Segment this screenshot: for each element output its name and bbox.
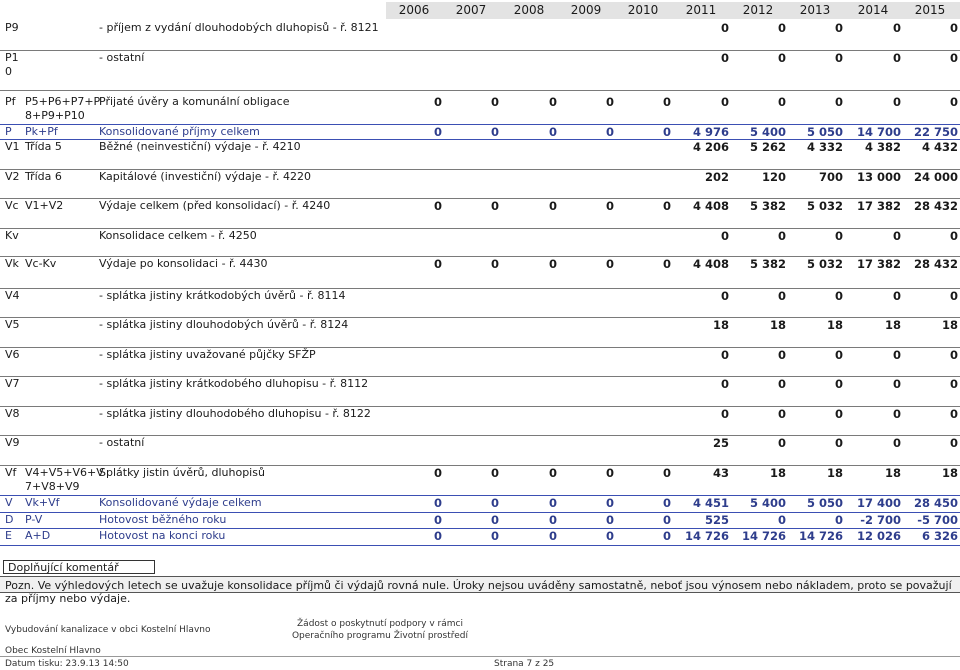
value-cell: 0 <box>433 496 442 510</box>
table-row <box>0 125 960 140</box>
row-description: - splátka jistiny krátkodobého dluhopisu - ř. 8112 <box>99 377 369 390</box>
value-cell: 14 726 <box>798 529 843 543</box>
year-header-cell: 2011 <box>685 3 717 17</box>
value-cell: 0 <box>720 407 729 421</box>
table-row <box>0 436 960 466</box>
value-cell: 28 450 <box>913 496 958 510</box>
row-description: Běžné (neinvestiční) výdaje - ř. 4210 <box>99 140 301 153</box>
value-cell: 0 <box>548 529 557 543</box>
value-cell: 43 <box>712 466 729 480</box>
row-formula: Vk+Vf <box>25 496 60 509</box>
table-row <box>0 229 960 257</box>
value-cell: 0 <box>777 95 786 109</box>
value-cell: 0 <box>720 289 729 303</box>
value-cell: 18 <box>769 466 786 480</box>
row-formula: Pk+Pf <box>25 125 58 138</box>
row-description: Konsolidace celkem - ř. 4250 <box>99 229 257 242</box>
footer-applicant: Obec Kostelní Hlavno <box>5 646 101 656</box>
row-description: Konsolidované příjmy celkem <box>99 125 260 138</box>
value-cell: 0 <box>777 407 786 421</box>
footer-request-line1: Žádost o poskytnutí podpory v rámci <box>297 619 463 629</box>
value-cell: 5 400 <box>749 125 786 139</box>
value-cell: 0 <box>548 95 557 109</box>
value-cell: 0 <box>490 257 499 271</box>
row-key: P <box>5 125 12 138</box>
table-row <box>0 377 960 407</box>
row-key: V8 <box>5 407 20 420</box>
value-cell: 4 408 <box>692 199 729 213</box>
value-cell: 0 <box>490 513 499 527</box>
value-cell: 0 <box>605 125 614 139</box>
value-cell: 0 <box>605 529 614 543</box>
row-description: Výdaje celkem (před konsolidací) - ř. 4240 <box>99 199 331 212</box>
value-cell: 0 <box>892 21 901 35</box>
footer-request-line2: Operačního programu Životní prostředí <box>291 631 469 641</box>
value-cell: 0 <box>548 125 557 139</box>
row-description: - ostatní <box>99 436 145 449</box>
value-cell: 12 026 <box>856 529 901 543</box>
value-cell: 28 432 <box>913 199 958 213</box>
row-key: V5 <box>5 318 20 331</box>
value-cell: 0 <box>777 51 786 65</box>
value-cell: 0 <box>949 348 958 362</box>
row-key: V6 <box>5 348 20 361</box>
row-description: Přijaté úvěry a komunální obligace <box>99 95 290 108</box>
value-cell: 0 <box>433 257 442 271</box>
value-cell: 0 <box>834 407 843 421</box>
value-cell: 18 <box>712 318 729 332</box>
value-cell: 0 <box>949 377 958 391</box>
table-row <box>0 140 960 170</box>
value-cell: 5 382 <box>749 257 786 271</box>
row-formula: P5+P6+P7+P 8+P9+P10 <box>25 95 101 122</box>
value-cell: 0 <box>949 436 958 450</box>
row-description: Splátky jistin úvěrů, dluhopisů <box>99 466 265 479</box>
value-cell: 28 432 <box>913 257 958 271</box>
value-cell: 0 <box>433 95 442 109</box>
value-cell: 0 <box>662 496 671 510</box>
value-cell: 18 <box>826 466 843 480</box>
row-key: V <box>5 496 13 509</box>
value-cell: 0 <box>834 21 843 35</box>
row-key: P10 <box>5 51 19 78</box>
value-cell: 0 <box>605 95 614 109</box>
value-cell: 0 <box>777 21 786 35</box>
value-cell: 0 <box>834 289 843 303</box>
value-cell: 0 <box>720 348 729 362</box>
value-cell: 0 <box>490 466 499 480</box>
value-cell: 0 <box>490 529 499 543</box>
note-text: Pozn. Ve výhledových letech se uvažuje konsolidace příjmů či výdajů rovná nule. Úroky nejsou uváděny samostatně, neboť jsou výnosem nebo nákladem, proto se považují za příjmy nebo výdaje. <box>5 579 952 605</box>
value-cell: 0 <box>834 95 843 109</box>
value-cell: 0 <box>605 199 614 213</box>
value-cell: 0 <box>662 199 671 213</box>
value-cell: 0 <box>834 229 843 243</box>
value-cell: 5 032 <box>806 257 843 271</box>
value-cell: 0 <box>892 407 901 421</box>
row-formula: V4+V5+V6+V 7+V8+V9 <box>25 466 104 493</box>
value-cell: 0 <box>605 496 614 510</box>
row-divider <box>0 90 960 91</box>
value-cell: 4 332 <box>806 140 843 154</box>
value-cell: 0 <box>834 513 843 527</box>
row-description: - splátka jistiny uvažované půjčky SFŽP <box>99 348 316 361</box>
table-row <box>0 407 960 436</box>
value-cell: 0 <box>490 199 499 213</box>
value-cell: 0 <box>548 466 557 480</box>
value-cell: 5 262 <box>749 140 786 154</box>
row-description: - splátka jistiny dlouhodobého dluhopisu - ř. 8122 <box>99 407 371 420</box>
table-row <box>0 529 960 546</box>
value-cell: 0 <box>949 51 958 65</box>
row-formula: Třída 5 <box>25 140 62 153</box>
value-cell: 14 700 <box>856 125 901 139</box>
value-cell: 0 <box>834 51 843 65</box>
value-cell: 0 <box>892 436 901 450</box>
value-cell: 700 <box>818 170 843 184</box>
value-cell: 25 <box>712 436 729 450</box>
year-header-cell: 2013 <box>799 3 831 17</box>
year-header-cell: 2015 <box>914 3 946 17</box>
value-cell: 14 726 <box>741 529 786 543</box>
value-cell: 17 400 <box>856 496 901 510</box>
footer-page-number: Strana 7 z 25 <box>494 659 555 669</box>
table-row <box>0 318 960 348</box>
table-row <box>0 199 960 229</box>
value-cell: 5 032 <box>806 199 843 213</box>
value-cell: 24 000 <box>913 170 958 184</box>
value-cell: 0 <box>720 21 729 35</box>
table-row <box>0 513 960 529</box>
value-cell: 0 <box>662 257 671 271</box>
year-header-cell: 2007 <box>455 3 487 17</box>
value-cell: 0 <box>605 513 614 527</box>
value-cell: 5 050 <box>806 496 843 510</box>
row-key: Vf <box>5 466 17 479</box>
value-cell: 0 <box>662 529 671 543</box>
row-description: Výdaje po konsolidaci - ř. 4430 <box>99 257 268 270</box>
row-key: V1 <box>5 140 20 153</box>
table-row <box>0 51 960 91</box>
value-cell: 0 <box>433 529 442 543</box>
row-key: V4 <box>5 289 20 302</box>
table-row <box>0 170 960 199</box>
row-description: - příjem z vydání dlouhodobých dluhopisů - ř. 8121 <box>99 21 379 34</box>
value-cell: 0 <box>433 513 442 527</box>
footer-project: Vybudování kanalizace v obci Kostelní Hlavno <box>5 625 211 635</box>
value-cell: -2 700 <box>860 513 901 527</box>
value-cell: 0 <box>720 95 729 109</box>
row-key: V2 <box>5 170 20 183</box>
value-cell: 4 451 <box>692 496 729 510</box>
table-row <box>0 466 960 496</box>
table-row <box>0 289 960 318</box>
value-cell: 4 408 <box>692 257 729 271</box>
row-description: Konsolidované výdaje celkem <box>99 496 262 509</box>
value-cell: 17 382 <box>856 199 901 213</box>
value-cell: 0 <box>433 199 442 213</box>
value-cell: 0 <box>949 21 958 35</box>
value-cell: 18 <box>941 466 958 480</box>
row-key: Vk <box>5 257 19 270</box>
row-key: V9 <box>5 436 20 449</box>
year-header-cell: 2012 <box>742 3 774 17</box>
value-cell: 0 <box>949 407 958 421</box>
year-header-cell: 2010 <box>627 3 659 17</box>
row-description: Kapitálové (investiční) výdaje - ř. 4220 <box>99 170 312 183</box>
footer-divider <box>0 656 960 657</box>
row-description: Hotovost na konci roku <box>99 529 226 542</box>
value-cell: 4 976 <box>692 125 729 139</box>
row-key: Vc <box>5 199 19 212</box>
value-cell: 0 <box>892 289 901 303</box>
value-cell: 13 000 <box>856 170 901 184</box>
value-cell: 0 <box>490 496 499 510</box>
table-row <box>0 257 960 289</box>
value-cell: 0 <box>720 229 729 243</box>
row-formula: A+D <box>25 529 51 542</box>
value-cell: 0 <box>777 377 786 391</box>
value-cell: 18 <box>826 318 843 332</box>
value-cell: 5 050 <box>806 125 843 139</box>
value-cell: 5 382 <box>749 199 786 213</box>
row-description: Hotovost běžného roku <box>99 513 227 526</box>
value-cell: 0 <box>548 496 557 510</box>
footer-print-date: Datum tisku: 23.9.13 14:50 <box>5 659 129 669</box>
value-cell: 0 <box>892 51 901 65</box>
row-description: - ostatní <box>99 51 145 64</box>
value-cell: 0 <box>777 229 786 243</box>
value-cell: 0 <box>720 51 729 65</box>
table-row <box>0 496 960 513</box>
value-cell: 18 <box>941 318 958 332</box>
value-cell: 17 382 <box>856 257 901 271</box>
value-cell: 0 <box>777 436 786 450</box>
value-cell: 0 <box>834 436 843 450</box>
value-cell: 0 <box>433 125 442 139</box>
value-cell: 0 <box>548 199 557 213</box>
row-key: V7 <box>5 377 20 390</box>
value-cell: 0 <box>949 95 958 109</box>
value-cell: 22 750 <box>913 125 958 139</box>
value-cell: 0 <box>605 257 614 271</box>
year-header-cell: 2009 <box>570 3 602 17</box>
value-cell: 0 <box>662 513 671 527</box>
value-cell: 0 <box>548 513 557 527</box>
value-cell: 202 <box>704 170 729 184</box>
value-cell: 14 726 <box>684 529 729 543</box>
row-key: Kv <box>5 229 19 242</box>
row-formula: Třída 6 <box>25 170 62 183</box>
value-cell: 5 400 <box>749 496 786 510</box>
row-description: - splátka jistiny dlouhodobých úvěrů - ř. 8124 <box>99 318 349 331</box>
value-cell: 0 <box>433 466 442 480</box>
comment-label: Doplňující komentář <box>3 560 155 574</box>
value-cell: 0 <box>777 513 786 527</box>
value-cell: 4 382 <box>864 140 901 154</box>
value-cell: 0 <box>892 229 901 243</box>
row-key: E <box>5 529 12 542</box>
table-row <box>0 21 960 51</box>
value-cell: 0 <box>834 377 843 391</box>
value-cell: 6 326 <box>921 529 958 543</box>
value-cell: 0 <box>490 95 499 109</box>
value-cell: 0 <box>777 289 786 303</box>
row-key: Pf <box>5 95 16 108</box>
row-key: P9 <box>5 21 19 34</box>
year-header-cell: 2014 <box>857 3 889 17</box>
value-cell: 120 <box>761 170 786 184</box>
value-cell: 0 <box>662 125 671 139</box>
row-formula: V1+V2 <box>25 199 64 212</box>
value-cell: 18 <box>769 318 786 332</box>
row-divider <box>0 545 960 546</box>
value-cell: 525 <box>704 513 729 527</box>
value-cell: 0 <box>662 95 671 109</box>
value-cell: 0 <box>548 257 557 271</box>
value-cell: 0 <box>949 289 958 303</box>
value-cell: 0 <box>662 466 671 480</box>
value-cell: 4 432 <box>921 140 958 154</box>
year-header-cell: 2008 <box>513 3 545 17</box>
value-cell: 4 206 <box>692 140 729 154</box>
value-cell: 0 <box>490 125 499 139</box>
row-formula: Vc-Kv <box>25 257 57 270</box>
value-cell: 0 <box>777 348 786 362</box>
value-cell: 0 <box>605 466 614 480</box>
value-cell: 18 <box>884 466 901 480</box>
value-cell: 0 <box>949 229 958 243</box>
table-row <box>0 95 960 125</box>
value-cell: -5 700 <box>917 513 958 527</box>
year-header-cell: 2006 <box>398 3 430 17</box>
row-formula: P-V <box>25 513 43 526</box>
value-cell: 0 <box>892 377 901 391</box>
value-cell: 18 <box>884 318 901 332</box>
table-row <box>0 348 960 377</box>
value-cell: 0 <box>892 348 901 362</box>
value-cell: 0 <box>720 377 729 391</box>
row-key: D <box>5 513 14 526</box>
row-description: - splátka jistiny krátkodobých úvěrů - ř. 8114 <box>99 289 346 302</box>
value-cell: 0 <box>892 95 901 109</box>
value-cell: 0 <box>834 348 843 362</box>
